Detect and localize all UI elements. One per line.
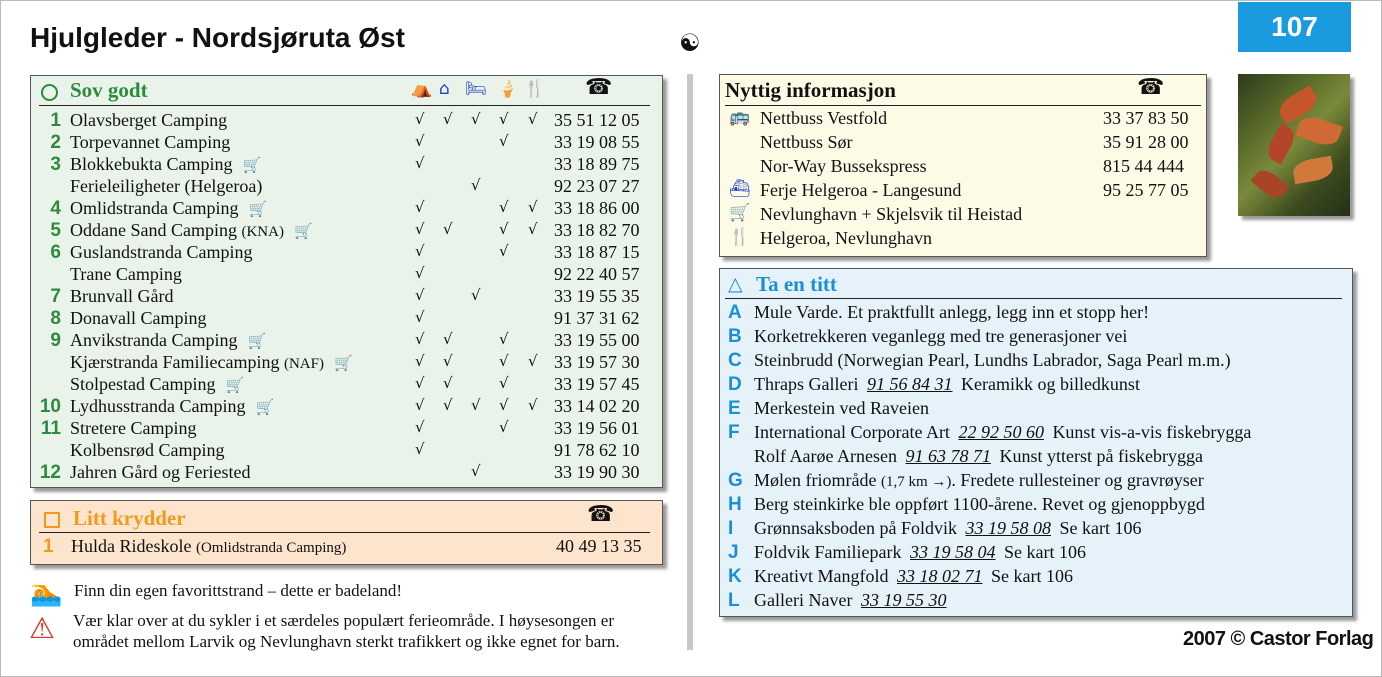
campsite-name: Kjærstranda Familiecamping (NAF) 🛒 bbox=[70, 352, 353, 372]
info-name: Ferje Helgeroa - Langesund bbox=[760, 180, 962, 200]
row-number: 12 bbox=[39, 462, 61, 483]
yin-yang-icon: ☯ bbox=[679, 29, 701, 57]
attraction-row bbox=[720, 326, 1352, 350]
row-number: 2 bbox=[50, 132, 61, 153]
table-row bbox=[31, 352, 662, 374]
sov-godt-panel bbox=[30, 75, 663, 488]
attraction-text: Mølen friområde (1,7 km →). Fredete rullesteiner og gravrøyser bbox=[754, 470, 1204, 490]
item-number: 1 bbox=[43, 536, 54, 557]
check-mark: √ bbox=[415, 220, 425, 238]
swimmer-icon: 🏊 bbox=[30, 578, 63, 608]
campsite-name: Stolpestad Camping 🛒 bbox=[70, 374, 245, 394]
attraction-phone[interactable]: 33 19 58 08 bbox=[965, 518, 1051, 538]
phone-number: 33 19 57 45 bbox=[554, 374, 640, 394]
phone-number: 33 18 82 70 bbox=[554, 220, 640, 240]
info-row bbox=[720, 228, 1206, 252]
attraction-letter: B bbox=[728, 326, 742, 347]
restaurant-icon: 🍴 bbox=[524, 79, 546, 99]
check-mark: √ bbox=[443, 330, 453, 348]
campsite-name: Olavsberget Camping bbox=[70, 110, 228, 130]
check-mark: √ bbox=[415, 286, 425, 304]
table-row bbox=[31, 110, 662, 132]
attraction-row bbox=[720, 398, 1352, 422]
attraction-text: Merkestein ved Raveien bbox=[754, 398, 929, 418]
attraction-letter: F bbox=[728, 422, 740, 443]
ta-en-titt-panel bbox=[719, 268, 1353, 617]
campsite-name: Brunvall Gård bbox=[70, 286, 174, 306]
info-phone: 35 91 28 00 bbox=[1103, 132, 1189, 152]
table-row bbox=[31, 264, 662, 286]
cabin-icon: ⌂ bbox=[439, 79, 450, 99]
campsite-name: Oddane Sand Camping (KNA) 🛒 bbox=[70, 220, 313, 240]
check-mark: √ bbox=[499, 418, 509, 436]
row-number: 3 bbox=[50, 154, 61, 175]
phone-number: 33 19 55 35 bbox=[554, 286, 640, 306]
attraction-text: Kreativt Mangfold 33 18 02 71 Se kart 106 bbox=[754, 566, 1073, 586]
table-row bbox=[31, 242, 662, 264]
attraction-text: Foldvik Familiepark 33 19 58 04 Se kart 106 bbox=[754, 542, 1086, 562]
attraction-phone[interactable]: 33 18 02 71 bbox=[896, 566, 983, 586]
attraction-row bbox=[720, 446, 1352, 470]
check-mark: √ bbox=[443, 352, 453, 370]
check-mark: √ bbox=[471, 462, 481, 480]
row-number: 5 bbox=[50, 220, 61, 241]
info-phone: 33 37 83 50 bbox=[1103, 108, 1189, 128]
triangle-icon: △ bbox=[728, 273, 743, 295]
phone-icon: ☎ bbox=[1137, 75, 1165, 100]
item-phone: 40 49 13 35 bbox=[556, 536, 642, 556]
attraction-text: International Corporate Art 22 92 50 60 Kunst vis-a-vis fiskebrygga bbox=[754, 422, 1252, 442]
phone-number: 33 19 90 30 bbox=[554, 462, 640, 482]
check-mark: √ bbox=[499, 242, 509, 260]
table-row bbox=[31, 440, 662, 462]
check-mark: √ bbox=[471, 176, 481, 194]
column-divider bbox=[687, 74, 693, 650]
check-mark: √ bbox=[528, 198, 538, 216]
check-mark: √ bbox=[415, 110, 425, 128]
phone-number: 33 18 86 00 bbox=[554, 198, 640, 218]
attraction-text: Grønnsaksboden på Foldvik 33 19 58 08 Se kart 106 bbox=[754, 518, 1142, 538]
attraction-letter: C bbox=[728, 350, 742, 371]
check-mark: √ bbox=[415, 154, 425, 172]
leaves-photo bbox=[1238, 74, 1350, 216]
check-mark: √ bbox=[499, 220, 509, 238]
circle-icon bbox=[41, 84, 58, 101]
check-mark: √ bbox=[499, 132, 509, 150]
phone-number: 33 19 56 01 bbox=[554, 418, 640, 438]
attraction-letter: H bbox=[728, 494, 742, 515]
shopping-cart-icon: 🛒 bbox=[247, 332, 267, 350]
check-mark: √ bbox=[499, 374, 509, 392]
warning-note-line1: Vær klar over at du sykler i et særdeles populært ferieområde. I høysesongen er bbox=[73, 611, 615, 630]
phone-number: 33 18 87 15 bbox=[554, 242, 640, 262]
check-mark: √ bbox=[415, 352, 425, 370]
attraction-row bbox=[720, 374, 1352, 398]
table-row bbox=[31, 198, 662, 220]
info-name: Helgeroa, Nevlunghavn bbox=[760, 228, 932, 248]
ta-en-titt-header bbox=[725, 271, 1342, 299]
attraction-row bbox=[720, 302, 1352, 326]
attraction-letter: D bbox=[728, 374, 742, 395]
phone-number: 35 51 12 05 bbox=[554, 110, 640, 130]
bus-icon: 🚌 bbox=[729, 107, 751, 127]
info-row bbox=[720, 180, 1206, 204]
campsite-name: Trane Camping bbox=[70, 264, 182, 284]
table-row bbox=[31, 132, 662, 154]
copyright: 2007 © Castor Forlag bbox=[1183, 628, 1374, 650]
table-row bbox=[31, 462, 662, 484]
campsite-name: Torpevannet Camping bbox=[70, 132, 231, 152]
attraction-text: Berg steinkirke ble oppført 1100-årene. Revet og gjenoppbygd bbox=[754, 494, 1205, 514]
campsite-name: Blokkebukta Camping 🛒 bbox=[70, 154, 262, 174]
item-name: Hulda Rideskole (Omlidstranda Camping) bbox=[71, 536, 347, 556]
phone-number: 91 78 62 10 bbox=[554, 440, 640, 460]
check-mark: √ bbox=[415, 374, 425, 392]
attraction-text: Galleri Naver 33 19 55 30 bbox=[754, 590, 947, 610]
attraction-letter: I bbox=[728, 518, 734, 539]
attraction-text: Steinbrudd (Norwegian Pearl, Lundhs Labrador, Saga Pearl m.m.) bbox=[754, 350, 1231, 370]
row-number: 10 bbox=[39, 396, 61, 417]
attraction-phone[interactable]: 91 56 84 31 bbox=[866, 374, 953, 394]
campsite-name: Stretere Camping bbox=[70, 418, 197, 438]
check-mark: √ bbox=[499, 352, 509, 370]
attraction-text: Rolf Aarøe Arnesen 91 63 78 71 Kunst ytterst på fiskebrygga bbox=[754, 446, 1203, 466]
sov-godt-title: Sov godt bbox=[70, 78, 148, 102]
row-number: 1 bbox=[50, 110, 61, 131]
campsite-name: Donavall Camping bbox=[70, 308, 207, 328]
shopping-cart-icon: 🛒 bbox=[333, 354, 353, 372]
row-number: 7 bbox=[50, 286, 61, 307]
campsite-name: Omlidstranda Camping 🛒 bbox=[70, 198, 268, 218]
row-number: 11 bbox=[40, 418, 61, 439]
campsite-name: Jahren Gård og Feriested bbox=[70, 462, 251, 482]
phone-number: 33 19 55 00 bbox=[554, 330, 640, 350]
check-mark: √ bbox=[471, 286, 481, 304]
attraction-letter: G bbox=[728, 470, 743, 491]
info-name: Nettbuss Vestfold bbox=[760, 108, 888, 128]
row-number: 8 bbox=[50, 308, 61, 329]
attraction-phone[interactable]: 91 63 78 71 bbox=[905, 446, 991, 466]
check-mark: √ bbox=[415, 440, 425, 458]
phone-number: 33 19 08 55 bbox=[554, 132, 640, 152]
check-mark: √ bbox=[415, 132, 425, 150]
page-number-badge: 107 bbox=[1238, 2, 1351, 52]
shopping-cart-icon: 🛒 bbox=[242, 156, 262, 174]
attraction-row bbox=[720, 422, 1352, 446]
nyttig-header bbox=[725, 77, 1201, 106]
litt-krydder-panel bbox=[30, 500, 663, 565]
attraction-letter: E bbox=[728, 398, 741, 419]
attraction-text: Thraps Galleri 91 56 84 31 Keramikk og billedkunst bbox=[754, 374, 1140, 394]
check-mark: √ bbox=[528, 352, 538, 370]
campsite-name: Lydhusstranda Camping 🛒 bbox=[70, 396, 275, 416]
shopping-cart-icon: 🛒 bbox=[293, 222, 313, 240]
phone-number: 91 37 31 62 bbox=[554, 308, 640, 328]
attraction-letter: A bbox=[728, 302, 742, 323]
attraction-row bbox=[720, 494, 1352, 518]
info-phone: 95 25 77 05 bbox=[1103, 180, 1189, 200]
table-row bbox=[31, 396, 662, 418]
square-icon bbox=[44, 512, 60, 528]
page-title: Hjulgleder - Nordsjøruta Øst bbox=[30, 22, 405, 53]
shopping-cart-icon: 🛒 bbox=[729, 203, 751, 223]
table-row bbox=[31, 154, 662, 176]
table-row bbox=[31, 374, 662, 396]
row-number: 9 bbox=[50, 330, 61, 351]
row-number: 4 bbox=[50, 198, 61, 219]
check-mark: √ bbox=[528, 220, 538, 238]
attraction-row bbox=[720, 542, 1352, 566]
phone-number: 33 14 02 20 bbox=[554, 396, 640, 416]
ferry-icon: ⛴ bbox=[729, 179, 751, 199]
check-mark: √ bbox=[499, 396, 509, 414]
campsite-name: Guslandstranda Camping bbox=[70, 242, 253, 262]
table-row bbox=[31, 308, 662, 330]
check-mark: √ bbox=[415, 418, 425, 436]
shopping-cart-icon: 🛒 bbox=[225, 376, 245, 394]
sov-godt-header bbox=[39, 75, 650, 106]
beach-note: Finn din egen favorittstrand – dette er badeland! bbox=[74, 581, 403, 600]
check-mark: √ bbox=[415, 264, 425, 282]
info-phone: 815 44 444 bbox=[1103, 156, 1184, 176]
phone-number: 33 19 57 30 bbox=[554, 352, 640, 372]
campsite-name: Anvikstranda Camping 🛒 bbox=[70, 330, 267, 350]
phone-number: 92 23 07 27 bbox=[554, 176, 640, 196]
shopping-cart-icon: 🛒 bbox=[255, 398, 275, 416]
bed-icon: 🛏 bbox=[465, 79, 487, 99]
table-row bbox=[31, 220, 662, 242]
ice-cream-icon: 🍦 bbox=[497, 79, 519, 99]
attraction-row bbox=[720, 566, 1352, 590]
nyttig-title: Nyttig informasjon bbox=[725, 78, 896, 102]
attraction-row bbox=[720, 470, 1352, 494]
check-mark: √ bbox=[443, 220, 453, 238]
shopping-cart-icon: 🛒 bbox=[248, 200, 268, 218]
table-row bbox=[31, 418, 662, 440]
check-mark: √ bbox=[471, 396, 481, 414]
litt-krydder-header bbox=[39, 504, 650, 533]
campsite-name: Kolbensrød Camping bbox=[70, 440, 225, 460]
table-row bbox=[31, 330, 662, 352]
attraction-row bbox=[720, 518, 1352, 542]
check-mark: √ bbox=[471, 110, 481, 128]
check-mark: √ bbox=[528, 110, 538, 128]
info-row bbox=[720, 204, 1206, 228]
info-name: Nevlunghavn + Skjelsvik til Heistad bbox=[760, 204, 1023, 224]
info-name: Nettbuss Sør bbox=[760, 132, 853, 152]
check-mark: √ bbox=[415, 396, 425, 414]
attraction-letter: K bbox=[728, 566, 742, 587]
campsite-name: Ferieleiligheter (Helgeroa) bbox=[70, 176, 263, 196]
info-row bbox=[720, 132, 1206, 156]
attraction-letter: L bbox=[728, 590, 740, 611]
table-row bbox=[31, 286, 662, 308]
attraction-text: Korketrekkeren veganlegg med tre generasjoner vei bbox=[754, 326, 1128, 346]
check-mark: √ bbox=[443, 396, 453, 414]
check-mark: √ bbox=[499, 110, 509, 128]
litt-krydder-title: Litt krydder bbox=[73, 506, 186, 530]
phone-icon: ☎ bbox=[585, 75, 613, 100]
phone-number: 92 22 40 57 bbox=[554, 264, 640, 284]
warning-icon: ⚠ bbox=[29, 611, 55, 645]
attraction-row bbox=[720, 350, 1352, 374]
info-name: Nor-Way Bussekspress bbox=[760, 156, 927, 176]
nyttig-informasjon-panel bbox=[719, 74, 1207, 257]
check-mark: √ bbox=[415, 198, 425, 216]
check-mark: √ bbox=[499, 198, 509, 216]
check-mark: √ bbox=[415, 308, 425, 326]
check-mark: √ bbox=[443, 110, 453, 128]
check-mark: √ bbox=[443, 374, 453, 392]
attraction-letter: J bbox=[728, 542, 739, 563]
phone-number: 33 18 89 75 bbox=[554, 154, 640, 174]
ta-en-titt-title: Ta en titt bbox=[756, 272, 837, 296]
warning-note-line2: området mellom Larvik og Nevlunghavn sterkt trafikkert og ikke egnet for barn. bbox=[73, 632, 620, 651]
attraction-row bbox=[720, 590, 1352, 614]
attraction-phone[interactable]: 33 19 55 30 bbox=[860, 590, 947, 610]
check-mark: √ bbox=[415, 330, 425, 348]
info-row bbox=[720, 156, 1206, 180]
attraction-phone[interactable]: 33 19 58 04 bbox=[910, 542, 996, 562]
restaurant-icon: 🍴 bbox=[729, 227, 751, 247]
attraction-phone[interactable]: 22 92 50 60 bbox=[958, 422, 1044, 442]
info-row bbox=[720, 108, 1206, 132]
check-mark: √ bbox=[528, 396, 538, 414]
check-mark: √ bbox=[415, 242, 425, 260]
table-row bbox=[31, 176, 662, 198]
check-mark: √ bbox=[499, 330, 509, 348]
phone-icon: ☎ bbox=[587, 502, 615, 527]
row-number: 6 bbox=[50, 242, 61, 263]
tent-icon: ⛺ bbox=[411, 79, 433, 99]
attraction-text: Mule Varde. Et praktfullt anlegg, legg inn et stopp her! bbox=[754, 302, 1150, 322]
